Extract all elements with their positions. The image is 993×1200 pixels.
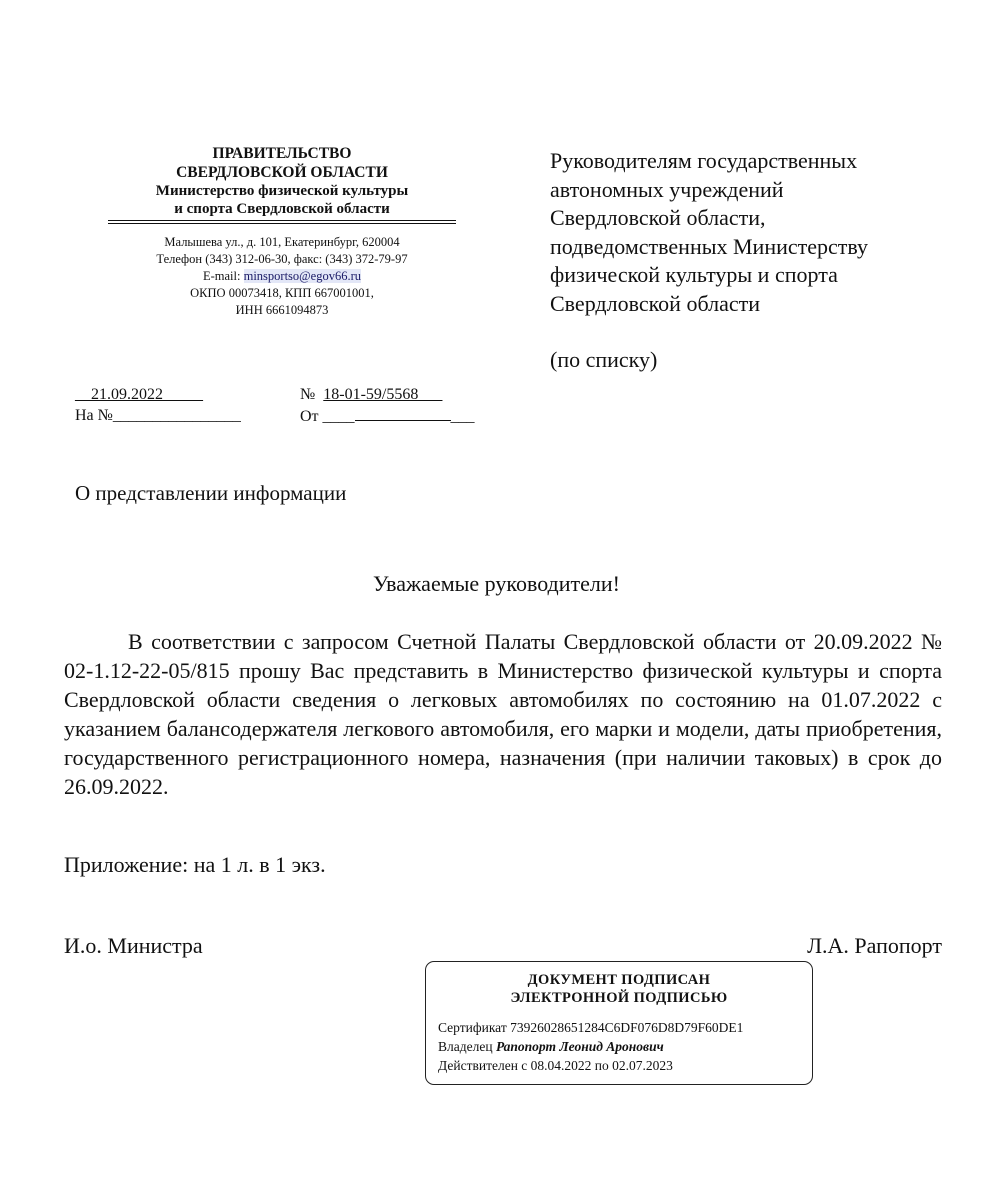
recipient-block [550, 147, 970, 375]
number-value: 18-01-59/5568___ [323, 386, 443, 403]
stamp-details [438, 1018, 812, 1075]
stamp-validity: Действителен с 08.04.2022 по 02.07.2023 [438, 1058, 673, 1073]
letterhead-okpo: ОКПО 00073418, КПП 667001001, [190, 286, 374, 300]
na-label: На № [75, 407, 113, 424]
letter-body: В соответствии с запросом Счетной Палаты Свердловской области от 20.09.2022 № 02-1.12-22-05/815 прошу Вас представить в Министерство физической культуры и спорта Свердловской области сведения о легковых автомобилях по состоянию на 01.07.2022 с указанием балансодержателя легкового автомобиля, его марки и модели, даты приобретения, государственного регистрационного номера, назначения (при наличии таковых) в срок до 26.09.2022. [64, 629, 942, 799]
outgoing-number [300, 385, 442, 405]
certificate-label: Сертификат [438, 1020, 507, 1035]
letterhead-ministry-cont: и спорта Свердловской области [174, 201, 390, 217]
stamp-certificate [438, 1018, 812, 1037]
recipient-note: (по списку) [550, 347, 658, 372]
recipient-line: Руководителям государственных [550, 148, 858, 173]
owner-label: Владелец [438, 1039, 493, 1054]
number-label: № [300, 386, 316, 403]
ot-blank-line [355, 406, 451, 421]
recipient-line: подведомственных Министерству [550, 233, 869, 259]
email-label: E-mail: [202, 269, 244, 283]
owner-value: Рапопорт Леонид Аронович [495, 1039, 664, 1054]
incoming-date [300, 406, 475, 427]
ot-tail: ___ [450, 408, 475, 425]
ot-label: От [300, 408, 319, 425]
certificate-value: 73926028651284C6DF076D8D79F60DE1 [510, 1020, 744, 1035]
incoming-ref [75, 406, 241, 426]
recipient-line: физической культуры и спорта [550, 262, 838, 287]
outgoing-date: __21.09.2022_____ [75, 386, 203, 403]
letterhead-address: Малышева ул., д. 101, Екатеринбург, 620004 [164, 235, 400, 249]
letterhead-government: ПРАВИТЕЛЬСТВО [212, 145, 352, 162]
letterhead [108, 144, 456, 319]
letterhead-contacts [108, 234, 456, 319]
e-signature-stamp [425, 961, 813, 1085]
signer-position: И.о. Министра [64, 933, 203, 958]
recipient-line: автономных учреждений [550, 176, 784, 202]
letterhead-divider [108, 220, 456, 221]
signer-name: Л.А. Рапопорт [807, 933, 942, 958]
letterhead-email-line [108, 268, 456, 285]
letter-subject: О представлении информации [75, 481, 347, 505]
letterhead-divider-thin [108, 223, 456, 224]
recipient-line: Свердловской области [550, 290, 760, 316]
letterhead-region: СВЕРДЛОВСКОЙ ОБЛАСТИ [176, 164, 388, 181]
na-value: ________________ [112, 407, 241, 424]
ot-value: ____ [322, 408, 355, 425]
stamp-title [426, 971, 812, 1007]
email-link[interactable]: minsportso@egov66.ru [243, 269, 362, 283]
greeting: Уважаемые руководители! [373, 571, 620, 596]
letterhead-phone: Телефон (343) 312-06-30, факс: (343) 372-79-97 [156, 252, 408, 266]
stamp-owner [438, 1037, 812, 1056]
stamp-title-line: ЭЛЕКТРОННОЙ ПОДПИСЬЮ [510, 990, 728, 1006]
letterhead-inn: ИНН 6661094873 [235, 303, 329, 317]
recipient-line: Свердловской области, [550, 205, 766, 230]
stamp-title-line: ДОКУМЕНТ ПОДПИСАН [527, 972, 711, 988]
attachment-note: Приложение: на 1 л. в 1 экз. [64, 852, 326, 877]
letterhead-ministry: Министерство физической культуры [155, 183, 409, 199]
